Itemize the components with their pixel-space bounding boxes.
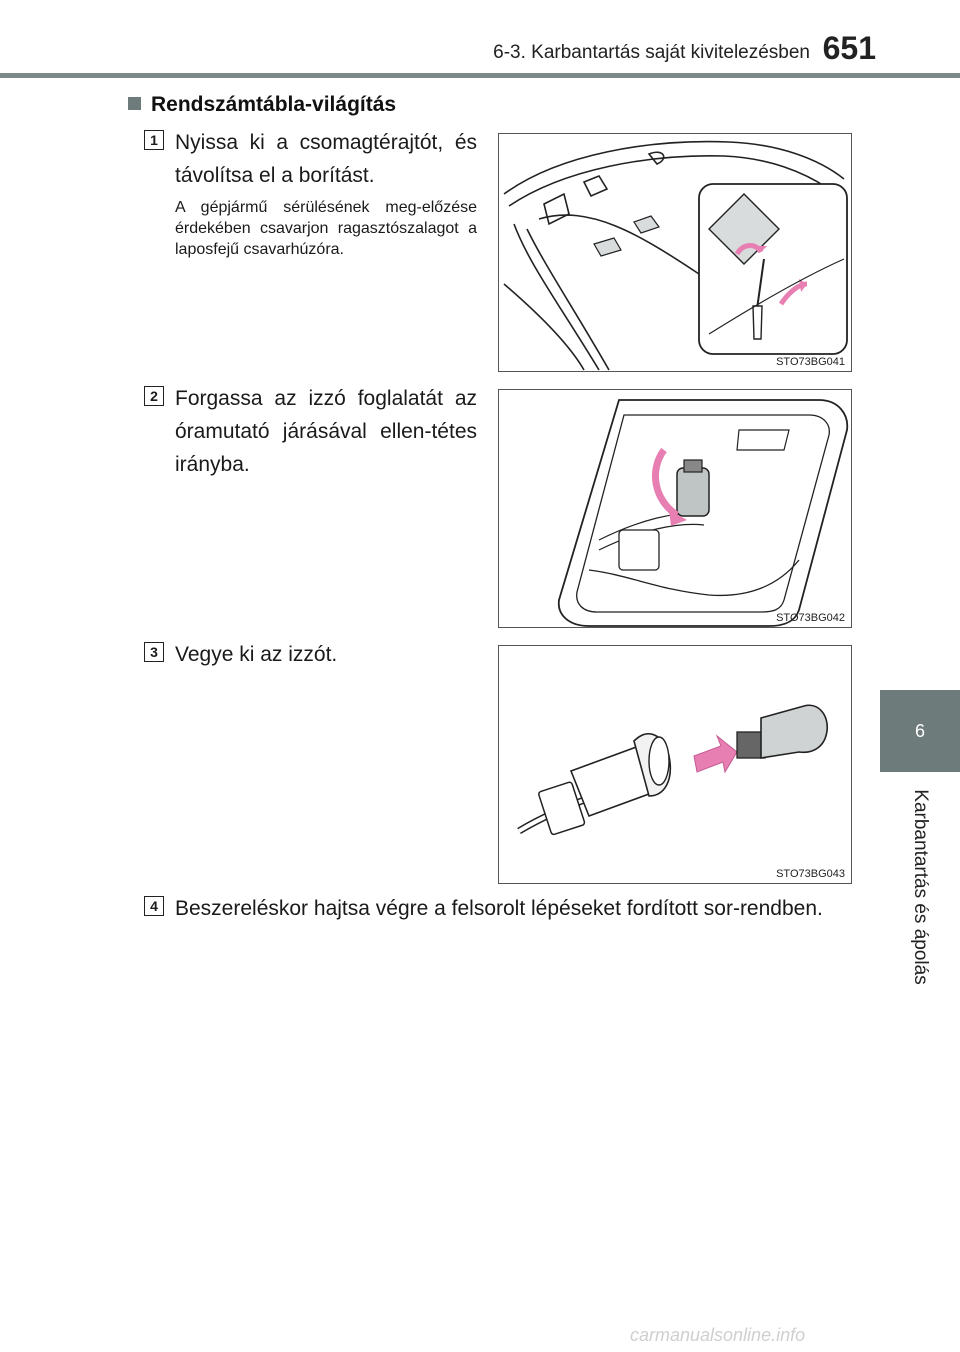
page-number: 651	[822, 30, 876, 66]
chapter-number: 6	[914, 720, 925, 741]
step-number-badge: 2	[144, 386, 164, 406]
step-number-badge: 1	[144, 130, 164, 150]
socket-illustration	[499, 390, 852, 628]
step-2-text: Forgassa az izzó foglalatát az óramutató járásával ellen-tétes irányba.	[175, 387, 477, 476]
step-4-text: Beszereléskor hajtsa végre a felsorolt lépéseket fordított sor-rendben.	[175, 897, 823, 920]
figure-trunk-cover-removal	[498, 133, 852, 372]
step-1-text: Nyissa ki a csomagtérajtót, és távolítsa el a borítást.	[175, 131, 477, 187]
header-rule	[0, 73, 960, 78]
chapter-label: Karbantartás és ápolás	[910, 789, 931, 985]
step-number-badge: 3	[144, 642, 164, 662]
square-bullet-icon	[128, 97, 141, 110]
bulb-illustration	[499, 646, 852, 884]
figure-code: STO73BG041	[776, 356, 845, 368]
trunk-illustration	[499, 134, 852, 372]
step-1-note: A gépjármű sérülésének meg-előzése érdekében csavarjon ragasztószalagot a laposfejű csavarhúzóra.	[175, 199, 477, 258]
running-header-title: 6-3. Karbantartás saját kivitelezésben	[493, 42, 810, 63]
chapter-label-box	[880, 775, 960, 1000]
watermark: carmanualsonline.info	[630, 1325, 806, 1345]
step-3-text: Vegye ki az izzót.	[175, 643, 338, 666]
section-title	[128, 93, 396, 117]
figure-code: STO73BG043	[776, 868, 845, 880]
section-title-text: Rendszámtábla-világítás	[151, 93, 397, 116]
figure-code: STO73BG042	[776, 612, 845, 624]
figure-bulb-removal	[498, 645, 852, 884]
chapter-tab	[880, 690, 960, 772]
step-number-badge: 4	[144, 896, 164, 916]
figure-bulb-socket-rotation	[498, 389, 852, 628]
